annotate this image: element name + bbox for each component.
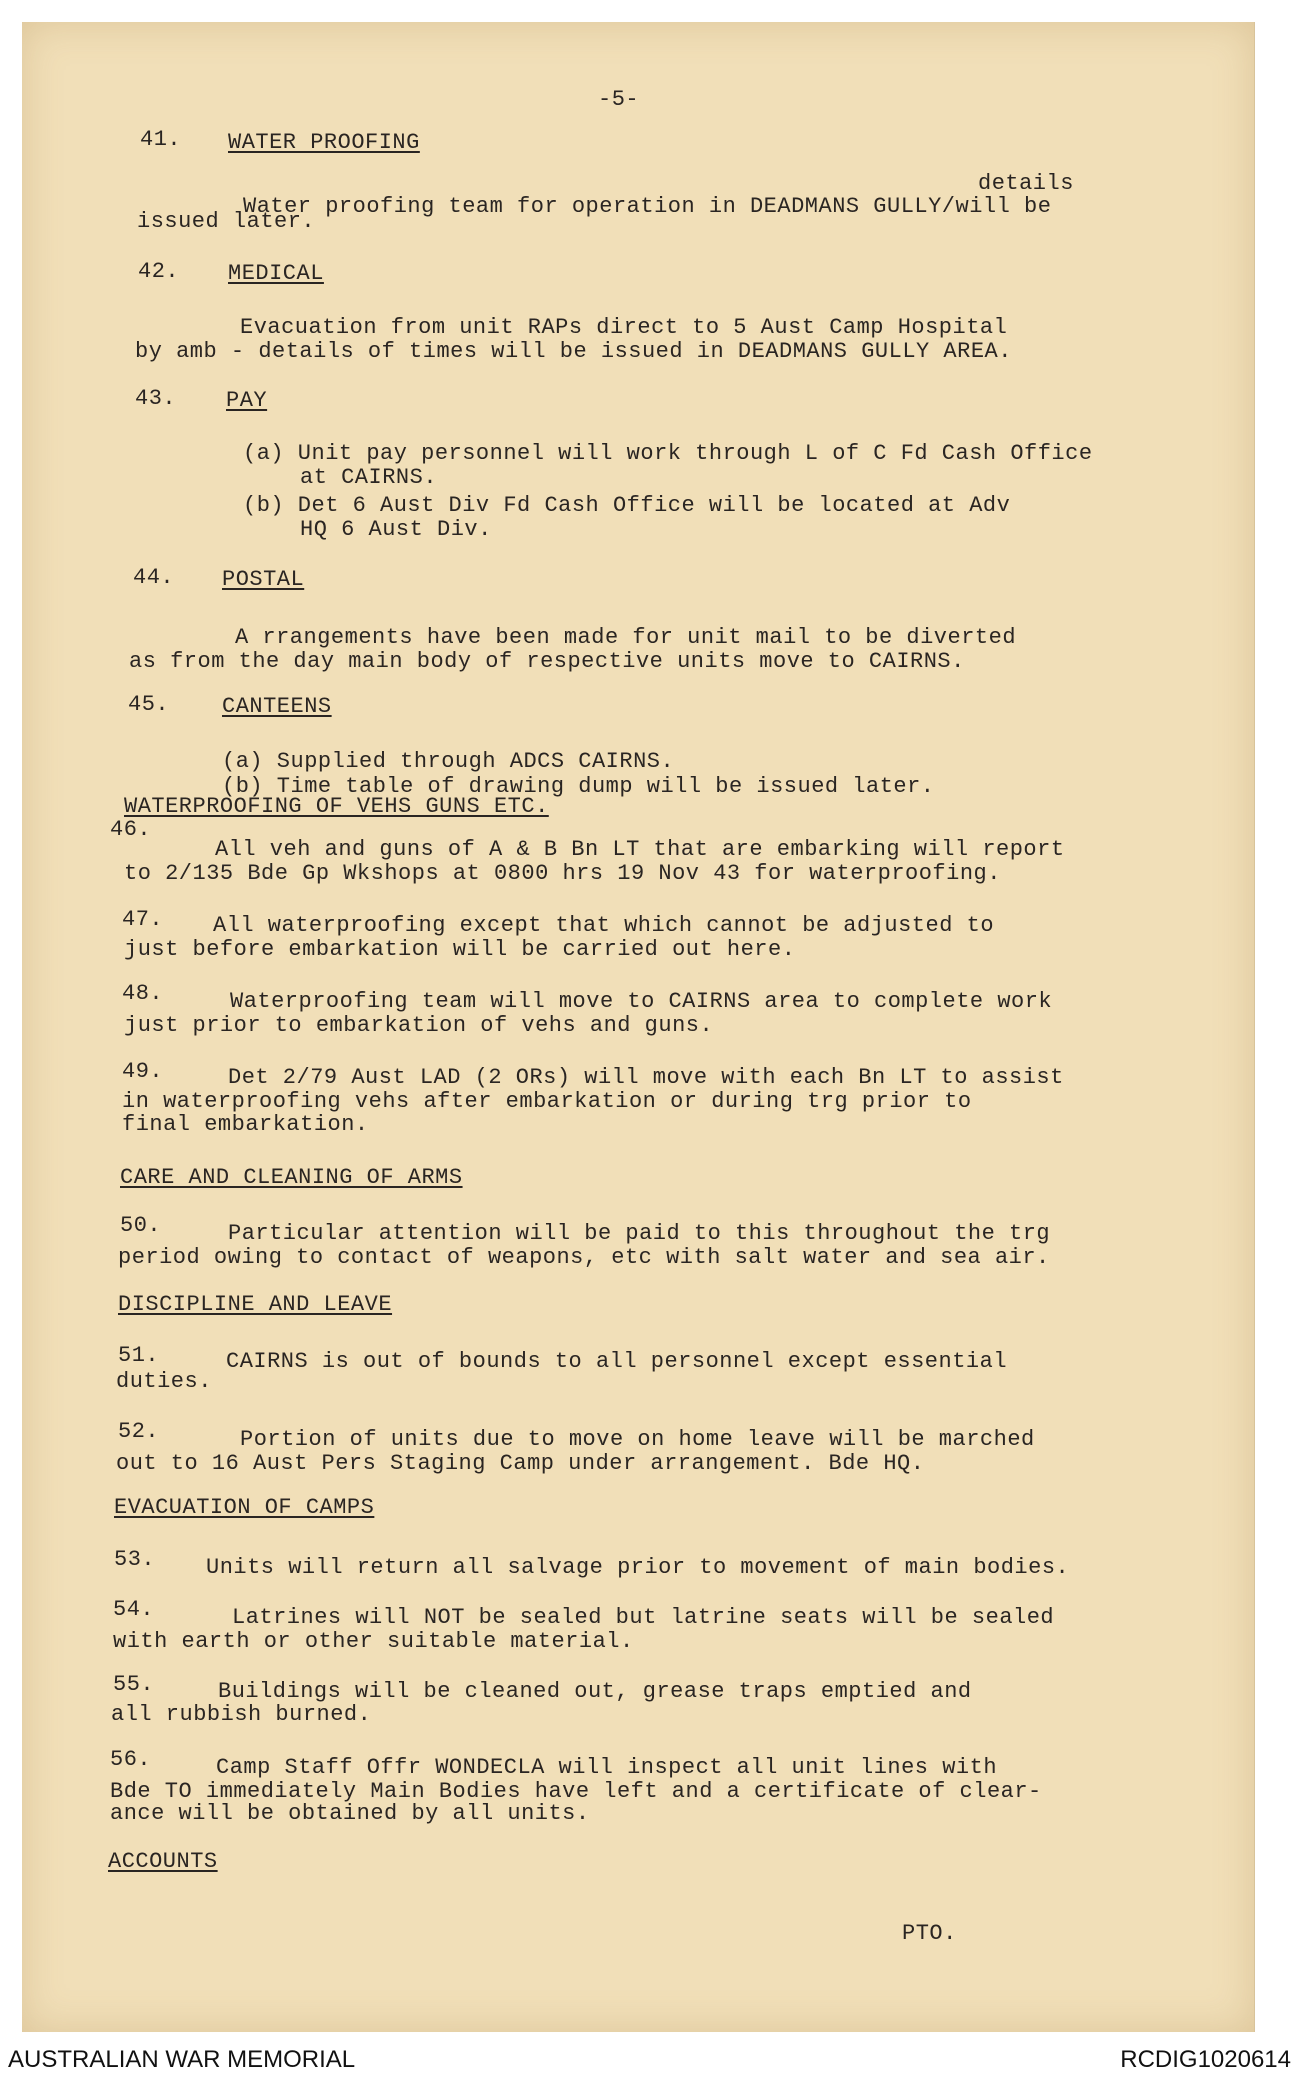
para-47-number: 47. bbox=[122, 907, 164, 932]
section-41-insert: details bbox=[978, 171, 1074, 196]
footer-source: AUSTRALIAN WAR MEMORIAL bbox=[8, 2046, 356, 2073]
para-54-number: 54. bbox=[113, 1597, 155, 1622]
section-43-item: at CAIRNS. bbox=[300, 465, 438, 490]
para-47-line: All waterproofing except that which cannot be adjusted to bbox=[213, 913, 995, 938]
para-54-line: Latrines will NOT be sealed but latrine seats will be sealed bbox=[232, 1605, 1055, 1630]
para-55-line: all rubbish burned. bbox=[111, 1702, 372, 1727]
section-45-number: 45. bbox=[128, 692, 170, 717]
section-42-line: Evacuation from unit RAPs direct to 5 Aust Camp Hospital bbox=[240, 315, 1008, 340]
para-52-number: 52. bbox=[118, 1419, 160, 1444]
section-43-number: 43. bbox=[135, 386, 177, 411]
para-50-line: Particular attention will be paid to this throughout the trg bbox=[228, 1221, 1051, 1246]
para-46-line: to 2/135 Bde Gp Wkshops at 0800 hrs 19 Nov 43 for waterproofing. bbox=[124, 861, 1001, 886]
para-49-line: final embarkation. bbox=[122, 1112, 369, 1137]
para-50-number: 50. bbox=[120, 1213, 162, 1238]
evacuation-heading: EVACUATION OF CAMPS bbox=[114, 1495, 375, 1520]
para-55-number: 55. bbox=[113, 1672, 155, 1697]
section-41-heading: WATER PROOFING bbox=[228, 130, 420, 155]
section-43-heading: PAY bbox=[226, 388, 268, 413]
section-44-number: 44. bbox=[133, 565, 175, 590]
section-45-heading: CANTEENS bbox=[222, 694, 332, 719]
para-46-line: All veh and guns of A & B Bn LT that are embarking will report bbox=[215, 837, 1065, 862]
footer-id: RCDIG1020614 bbox=[1120, 2046, 1291, 2073]
waterproofing-heading: WATERPROOFING OF VEHS GUNS ETC. bbox=[124, 794, 549, 819]
section-42-number: 42. bbox=[138, 259, 180, 284]
para-46-number: 46. bbox=[110, 817, 152, 842]
section-43-item: HQ 6 Aust Div. bbox=[300, 517, 492, 542]
accounts-heading: ACCOUNTS bbox=[108, 1849, 218, 1874]
section-41-number: 41. bbox=[140, 127, 182, 152]
para-50-line: period owing to contact of weapons, etc with salt water and sea air. bbox=[118, 1245, 1050, 1270]
para-55-line: Buildings will be cleaned out, grease traps emptied and bbox=[218, 1679, 972, 1704]
para-49-line: in waterproofing vehs after embarkation or during trg prior to bbox=[122, 1089, 972, 1114]
section-44-heading: POSTAL bbox=[222, 567, 305, 592]
para-51-number: 51. bbox=[118, 1343, 160, 1368]
section-42-line: by amb - details of times will be issued in DEADMANS GULLY AREA. bbox=[135, 339, 1012, 364]
care-heading: CARE AND CLEANING OF ARMS bbox=[120, 1165, 463, 1190]
para-49-number: 49. bbox=[122, 1059, 164, 1084]
section-44-line: A rrangements have been made for unit mail to be diverted bbox=[235, 625, 1017, 650]
para-52-line: Portion of units due to move on home leave will be marched bbox=[240, 1427, 1035, 1452]
pto-note: PTO. bbox=[902, 1921, 957, 1946]
para-48-line: just prior to embarkation of vehs and guns. bbox=[124, 1013, 714, 1038]
section-45-item: (a) Supplied through ADCS CAIRNS. bbox=[222, 749, 675, 774]
para-51-line: CAIRNS is out of bounds to all personnel except essential bbox=[226, 1349, 1008, 1374]
section-42-heading: MEDICAL bbox=[228, 261, 324, 286]
para-53-number: 53. bbox=[114, 1547, 156, 1572]
section-43-item: (b) Det 6 Aust Div Fd Cash Office will be located at Adv bbox=[243, 493, 1011, 518]
para-47-line: just before embarkation will be carried out here. bbox=[124, 937, 796, 962]
para-51-line: duties. bbox=[116, 1369, 212, 1394]
para-48-line: Waterproofing team will move to CAIRNS area to complete work bbox=[230, 989, 1053, 1014]
discipline-heading: DISCIPLINE AND LEAVE bbox=[118, 1292, 393, 1317]
section-41-line: Water proofing team for operation in DEADMANS GULLY/will be bbox=[243, 194, 1052, 219]
para-52-line: out to 16 Aust Pers Staging Camp under arrangement. Bde HQ. bbox=[116, 1451, 925, 1476]
para-56-number: 56. bbox=[110, 1747, 152, 1772]
para-56-line: ance will be obtained by all units. bbox=[110, 1801, 590, 1826]
para-48-number: 48. bbox=[122, 981, 164, 1006]
section-45-item: (b) Time table of drawing dump will be issued later. bbox=[222, 774, 935, 799]
para-49-line: Det 2/79 Aust LAD (2 ORs) will move with each Bn LT to assist bbox=[228, 1065, 1064, 1090]
section-44-line: as from the day main body of respective units move to CAIRNS. bbox=[129, 649, 965, 674]
para-53-line: Units will return all salvage prior to movement of main bodies. bbox=[206, 1555, 1070, 1580]
section-41-line: issued later. bbox=[137, 209, 316, 234]
para-56-line: Bde TO immediately Main Bodies have left and a certificate of clear- bbox=[110, 1779, 1042, 1804]
page-number: -5- bbox=[598, 87, 640, 112]
para-56-line: Camp Staff Offr WONDECLA will inspect all unit lines with bbox=[216, 1755, 998, 1780]
para-54-line: with earth or other suitable material. bbox=[113, 1629, 634, 1654]
section-43-item: (a) Unit pay personnel will work through L of C Fd Cash Office bbox=[243, 441, 1093, 466]
